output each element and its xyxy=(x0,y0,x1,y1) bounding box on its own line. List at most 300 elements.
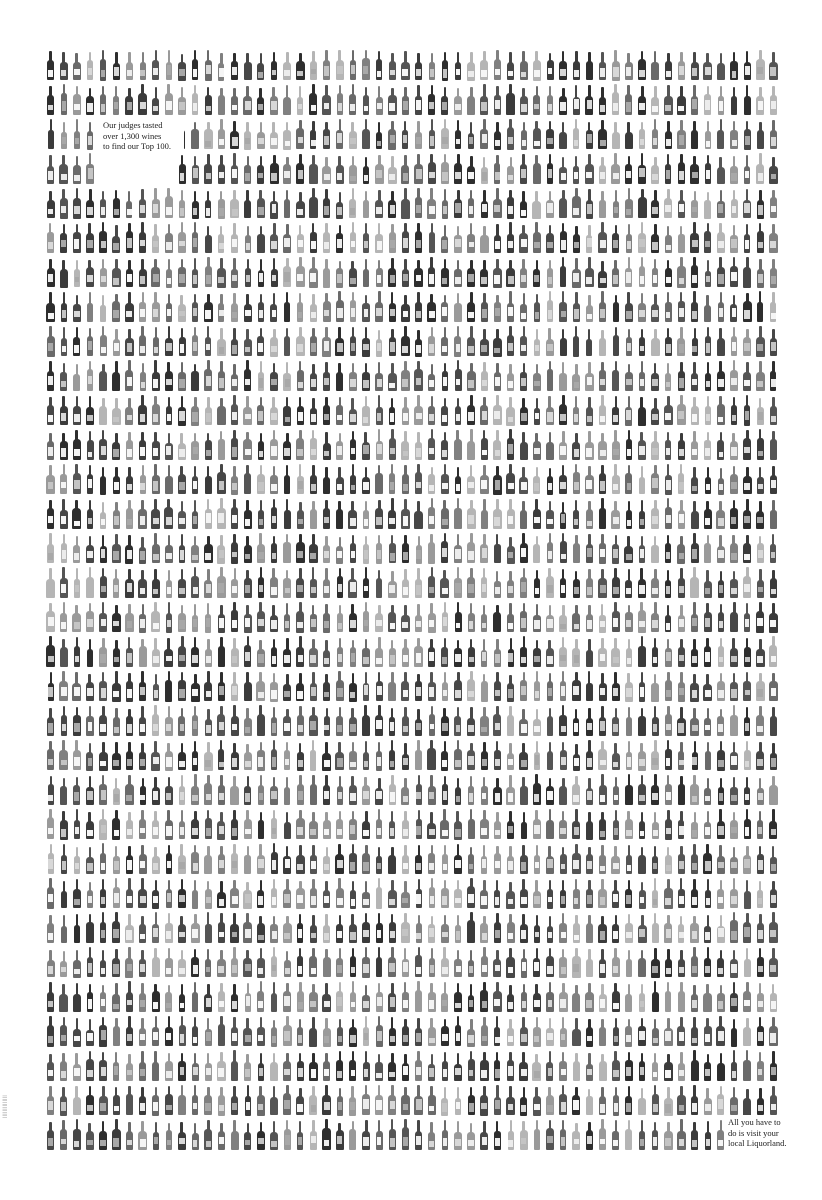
wine-bottle xyxy=(59,984,68,1012)
wine-bottle xyxy=(705,1121,711,1150)
wine-bottle xyxy=(296,430,304,460)
wine-bottle xyxy=(705,362,711,391)
wine-bottle xyxy=(572,364,580,391)
wine-bottle xyxy=(757,259,764,288)
wine-bottle xyxy=(336,878,344,909)
wine-bottle xyxy=(730,950,739,978)
wine-bottle xyxy=(218,740,224,770)
wine-bottle xyxy=(455,360,462,391)
wine-bottle xyxy=(87,984,93,1012)
wine-bottle xyxy=(231,602,237,633)
wine-bottle xyxy=(730,982,738,1012)
wine-bottle xyxy=(705,121,711,150)
wine-bottle xyxy=(59,740,68,770)
wine-bottle xyxy=(546,948,554,977)
wine-bottle xyxy=(652,259,658,288)
wine-bottle xyxy=(494,363,502,391)
wine-bottle xyxy=(507,571,514,598)
wine-bottle xyxy=(454,567,462,598)
wine-bottle xyxy=(178,87,186,115)
wine-bottle xyxy=(86,674,95,702)
wine-bottle xyxy=(481,605,487,633)
wine-bottle xyxy=(402,535,409,563)
wine-bottle xyxy=(652,1019,659,1046)
wine-bottle xyxy=(559,1085,567,1115)
wine-bottle xyxy=(743,672,751,701)
wine-bottle xyxy=(388,498,396,529)
wine-bottle xyxy=(99,1086,108,1115)
wine-bottle xyxy=(494,1121,501,1150)
wine-bottle xyxy=(757,846,764,875)
wine-bottle xyxy=(257,53,264,81)
wine-bottle xyxy=(533,467,540,495)
wine-bottle xyxy=(204,671,212,702)
wine-bottle xyxy=(244,53,252,80)
wine-bottle xyxy=(704,86,711,115)
wine-bottle xyxy=(205,257,212,288)
wine-bottle xyxy=(494,1052,500,1081)
wine-bottle xyxy=(560,329,567,356)
wine-bottle xyxy=(678,154,686,184)
wine-bottle xyxy=(100,879,106,908)
wine-bottle xyxy=(388,947,396,977)
wine-bottle xyxy=(598,120,607,150)
wine-bottle xyxy=(192,327,198,357)
wine-bottle xyxy=(521,984,527,1012)
wine-bottle xyxy=(533,155,542,184)
wine-bottle xyxy=(414,395,423,426)
wine-bottle xyxy=(73,740,81,771)
wine-bottle xyxy=(521,812,527,840)
wine-bottle xyxy=(323,568,331,598)
wine-bottle xyxy=(362,1120,371,1150)
wine-bottle xyxy=(769,776,778,805)
wine-bottle xyxy=(652,913,659,944)
wine-bottle xyxy=(60,363,67,391)
wine-bottle xyxy=(178,743,186,771)
wine-bottle xyxy=(520,672,527,702)
wine-bottle xyxy=(337,1088,343,1116)
wine-bottle xyxy=(730,500,737,529)
wine-bottle xyxy=(47,809,55,840)
wine-bottle xyxy=(244,190,252,219)
wine-bottle xyxy=(454,1121,461,1150)
wine-bottle xyxy=(165,1086,173,1115)
wine-bottle xyxy=(99,742,108,771)
wine-bottle xyxy=(639,812,646,839)
wine-bottle xyxy=(244,156,251,185)
wine-bottle xyxy=(599,1087,607,1115)
wine-bottle xyxy=(309,707,318,736)
wine-bottle xyxy=(638,1088,645,1115)
wine-bottle xyxy=(60,1053,68,1081)
wine-bottle xyxy=(507,743,514,770)
wine-bottle xyxy=(507,603,513,633)
wine-bottle xyxy=(87,361,94,391)
wine-bottle xyxy=(520,432,528,460)
wine-bottle xyxy=(100,568,107,599)
wine-bottle xyxy=(626,845,632,874)
wine-bottle xyxy=(125,292,134,322)
wine-bottle xyxy=(139,810,146,839)
wine-bottle xyxy=(494,571,500,598)
wine-bottle xyxy=(586,295,594,323)
wine-bottle xyxy=(560,1120,567,1151)
wine-bottle xyxy=(60,189,68,219)
wine-bottle xyxy=(638,397,647,426)
wine-bottle xyxy=(625,292,633,322)
wine-bottle xyxy=(612,535,619,564)
wine-bottle xyxy=(244,605,252,633)
wine-bottle xyxy=(192,604,199,632)
wine-bottle xyxy=(152,638,161,667)
wine-bottle xyxy=(757,1017,764,1046)
wine-bottle xyxy=(178,501,186,529)
wine-bottle xyxy=(112,398,121,425)
wine-bottle xyxy=(639,329,646,356)
wine-bottle xyxy=(296,120,304,150)
wine-bottle xyxy=(533,810,541,839)
wine-bottle xyxy=(375,1085,383,1116)
wine-bottle xyxy=(572,258,581,288)
wine-bottle xyxy=(598,879,606,908)
wine-bottle xyxy=(467,878,476,909)
wine-bottle xyxy=(231,328,239,356)
wine-bottle xyxy=(257,190,266,218)
wine-bottle xyxy=(152,396,160,426)
wine-bottle xyxy=(217,881,226,908)
wine-bottle xyxy=(756,742,764,771)
wine-bottle xyxy=(140,778,146,805)
wine-bottle xyxy=(533,86,540,116)
wine-bottle xyxy=(690,708,699,736)
wine-bottle xyxy=(113,52,120,80)
wine-bottle xyxy=(243,86,252,115)
wine-bottle xyxy=(243,396,252,425)
wine-bottle xyxy=(362,845,371,874)
wine-bottle xyxy=(47,326,55,357)
wine-bottle xyxy=(72,605,81,632)
wine-bottle xyxy=(533,774,541,805)
wine-bottle xyxy=(164,499,173,529)
wine-bottle xyxy=(60,1017,67,1046)
wine-bottle xyxy=(415,292,422,322)
wine-bottle xyxy=(691,362,698,391)
wine-bottle xyxy=(704,192,711,219)
wine-bottle xyxy=(757,467,764,495)
wine-bottle xyxy=(744,707,751,737)
wine-bottle xyxy=(586,915,594,943)
wine-bottle xyxy=(178,222,186,253)
wine-bottle xyxy=(296,810,305,840)
wine-bottle xyxy=(231,534,239,564)
wine-bottle xyxy=(388,1085,396,1115)
wine-bottle xyxy=(441,533,448,564)
wine-bottle xyxy=(204,984,212,1012)
wine-bottle xyxy=(625,188,633,218)
wine-bottle xyxy=(73,536,80,563)
wine-bottle xyxy=(520,326,527,356)
wine-bottle xyxy=(612,396,619,425)
wine-bottle xyxy=(139,1087,146,1115)
wine-bottle xyxy=(47,878,55,909)
wine-bottle xyxy=(480,534,488,564)
wine-bottle xyxy=(244,465,252,495)
wine-bottle xyxy=(638,568,647,598)
wine-bottle xyxy=(718,778,725,805)
wine-bottle xyxy=(639,672,646,702)
wine-bottle xyxy=(100,467,107,495)
wine-bottle xyxy=(638,636,645,667)
wine-bottle xyxy=(283,570,291,599)
wine-bottle xyxy=(442,52,449,81)
wine-bottle xyxy=(467,260,476,288)
wine-bottle xyxy=(113,1052,119,1081)
wine-bottle xyxy=(166,50,173,80)
wine-bottle xyxy=(257,948,265,978)
wine-bottle xyxy=(559,291,567,322)
wine-bottle xyxy=(704,295,712,322)
wine-bottle xyxy=(139,916,146,944)
wine-bottle xyxy=(428,1122,435,1150)
wine-bottle xyxy=(178,259,186,288)
wine-bottle xyxy=(73,295,81,322)
wine-bottle xyxy=(454,640,462,667)
wine-bottle xyxy=(625,673,634,702)
wine-bottle xyxy=(559,122,567,149)
wine-bottle xyxy=(244,570,252,599)
wine-bottle xyxy=(337,1019,343,1046)
wine-bottle xyxy=(284,777,291,805)
wine-bottle xyxy=(677,86,686,115)
wine-bottle xyxy=(652,1053,658,1081)
wine-bottle xyxy=(349,673,357,702)
wine-bottle xyxy=(770,259,777,288)
wine-bottle xyxy=(572,1018,581,1047)
wine-bottle xyxy=(743,430,752,460)
wine-bottle xyxy=(546,640,555,667)
wine-bottle xyxy=(455,467,462,494)
wine-bottle xyxy=(730,257,738,287)
wine-bottle xyxy=(270,397,279,425)
wine-bottle xyxy=(402,811,409,840)
wine-bottle xyxy=(573,744,580,771)
wine-bottle xyxy=(519,743,528,770)
wine-bottle xyxy=(284,292,290,322)
wine-bottle xyxy=(271,810,277,839)
wine-bottle xyxy=(388,571,397,598)
wine-bottle xyxy=(126,260,133,288)
wine-bottle xyxy=(730,742,738,771)
wine-bottle xyxy=(348,568,357,598)
wine-bottle xyxy=(244,122,252,150)
wine-bottle xyxy=(59,671,68,701)
wine-bottle xyxy=(61,915,67,943)
wine-bottle xyxy=(454,226,461,253)
wine-bottle xyxy=(626,329,633,356)
wine-bottle xyxy=(493,188,502,218)
wine-bottle xyxy=(271,947,278,978)
wine-bottle xyxy=(704,603,712,633)
wine-bottle xyxy=(560,257,566,287)
wine-bottle xyxy=(638,51,646,81)
wine-bottle xyxy=(389,811,395,839)
wine-bottle xyxy=(507,364,514,391)
tagline-text: All you have to do is visit your local Liquorland. xyxy=(725,1115,791,1151)
wine-bottle xyxy=(494,880,500,909)
wine-bottle xyxy=(297,914,303,943)
wine-bottle xyxy=(705,327,711,356)
wine-bottle xyxy=(350,292,356,323)
wine-bottle xyxy=(244,1123,251,1150)
wine-bottle xyxy=(560,847,567,874)
wine-bottle xyxy=(704,535,711,564)
wine-bottle xyxy=(350,948,357,977)
wine-bottle xyxy=(87,328,94,356)
wine-bottle xyxy=(664,879,673,909)
wine-bottle xyxy=(494,224,502,253)
wine-bottle xyxy=(283,362,291,391)
wine-bottle xyxy=(309,812,318,840)
wine-bottle xyxy=(402,1019,409,1046)
wine-bottle xyxy=(441,947,449,978)
wine-bottle xyxy=(113,569,119,598)
wine-bottle xyxy=(389,329,396,357)
wine-bottle xyxy=(178,636,187,667)
wine-bottle xyxy=(454,293,462,322)
wine-bottle xyxy=(520,88,528,115)
wine-bottle xyxy=(112,361,120,391)
wine-bottle xyxy=(703,984,712,1013)
wine-bottle xyxy=(204,1087,212,1115)
wine-bottle xyxy=(100,259,107,287)
wine-bottle xyxy=(297,706,304,736)
wine-bottle xyxy=(376,1120,383,1150)
wine-bottle xyxy=(533,1017,541,1047)
wine-bottle xyxy=(573,119,579,150)
wine-bottle xyxy=(599,774,607,805)
wine-bottle xyxy=(546,225,555,253)
wine-bottle xyxy=(442,672,449,701)
wine-bottle xyxy=(152,948,161,977)
wine-bottle xyxy=(204,775,212,805)
wine-bottle xyxy=(756,361,765,391)
wine-bottle xyxy=(468,950,474,977)
wine-bottle xyxy=(757,190,764,219)
wine-bottle xyxy=(454,983,462,1012)
wine-bottle xyxy=(47,361,54,391)
wine-bottle xyxy=(494,1085,502,1115)
wine-bottle xyxy=(47,533,54,564)
wine-bottle xyxy=(506,397,515,426)
wine-bottle xyxy=(204,742,213,771)
wine-bottle xyxy=(507,811,514,840)
wine-bottle xyxy=(125,329,133,357)
wine-bottle xyxy=(519,709,528,736)
wine-bottle xyxy=(60,639,68,667)
wine-bottle xyxy=(625,1019,632,1047)
wine-bottle xyxy=(217,706,225,736)
wine-bottle xyxy=(205,881,213,909)
wine-bottle xyxy=(73,86,81,115)
wine-bottle xyxy=(690,567,699,598)
wine-bottle xyxy=(441,432,448,460)
wine-bottle xyxy=(730,705,738,736)
wine-bottle xyxy=(493,778,502,805)
wine-bottle xyxy=(692,741,698,770)
wine-bottle xyxy=(455,1016,461,1047)
wine-bottle xyxy=(573,879,580,909)
wine-bottle xyxy=(270,568,279,598)
wine-bottle xyxy=(639,536,646,564)
wine-bottle xyxy=(283,224,292,253)
wine-bottle xyxy=(152,533,160,563)
wine-bottle xyxy=(429,223,435,254)
wine-bottle xyxy=(125,88,133,115)
wine-bottle xyxy=(47,1086,54,1115)
wine-bottle xyxy=(296,602,304,633)
wine-bottle xyxy=(283,846,291,874)
wine-bottle xyxy=(599,362,606,391)
wine-bottle xyxy=(651,86,659,115)
wine-bottle xyxy=(297,397,304,425)
wine-bottle xyxy=(310,605,316,633)
wine-bottle xyxy=(546,809,554,840)
wine-bottle xyxy=(770,397,777,425)
wine-bottle xyxy=(126,637,133,667)
wine-bottle xyxy=(217,498,226,529)
wine-bottle xyxy=(481,674,488,702)
wine-bottle xyxy=(454,260,462,288)
wine-bottle xyxy=(310,501,318,529)
wine-bottle xyxy=(99,398,107,425)
wine-bottle xyxy=(481,190,488,218)
wine-bottle xyxy=(192,1017,199,1046)
wine-bottle xyxy=(283,258,291,288)
wine-bottle xyxy=(100,191,106,218)
wine-bottle xyxy=(572,985,580,1012)
wine-bottle xyxy=(442,602,448,633)
wine-bottle xyxy=(401,778,409,805)
wine-bottle xyxy=(402,465,409,494)
wine-bottle xyxy=(559,362,567,392)
wine-bottle xyxy=(258,775,265,806)
wine-bottle xyxy=(178,362,186,391)
wine-bottle xyxy=(350,535,357,564)
wine-bottle xyxy=(744,395,750,426)
wine-bottle xyxy=(547,880,553,909)
wine-bottle xyxy=(639,122,645,150)
wine-bottle xyxy=(165,362,174,391)
wine-bottle xyxy=(586,1122,593,1150)
wine-bottle xyxy=(546,605,555,633)
wine-bottle xyxy=(100,950,107,977)
wine-bottle xyxy=(506,84,515,115)
wine-bottle xyxy=(323,812,331,840)
wine-bottle xyxy=(47,1016,55,1047)
wine-bottle xyxy=(612,430,620,460)
wine-bottle xyxy=(744,224,751,254)
wine-bottle xyxy=(638,915,647,943)
wine-bottle xyxy=(336,707,343,736)
wine-bottle xyxy=(192,1085,198,1115)
wine-bottle xyxy=(613,1087,619,1116)
wine-bottle xyxy=(100,502,107,529)
wine-bottle xyxy=(99,430,107,460)
wine-bottle xyxy=(310,398,317,426)
wine-bottle xyxy=(691,844,699,875)
wine-bottle xyxy=(100,843,107,874)
